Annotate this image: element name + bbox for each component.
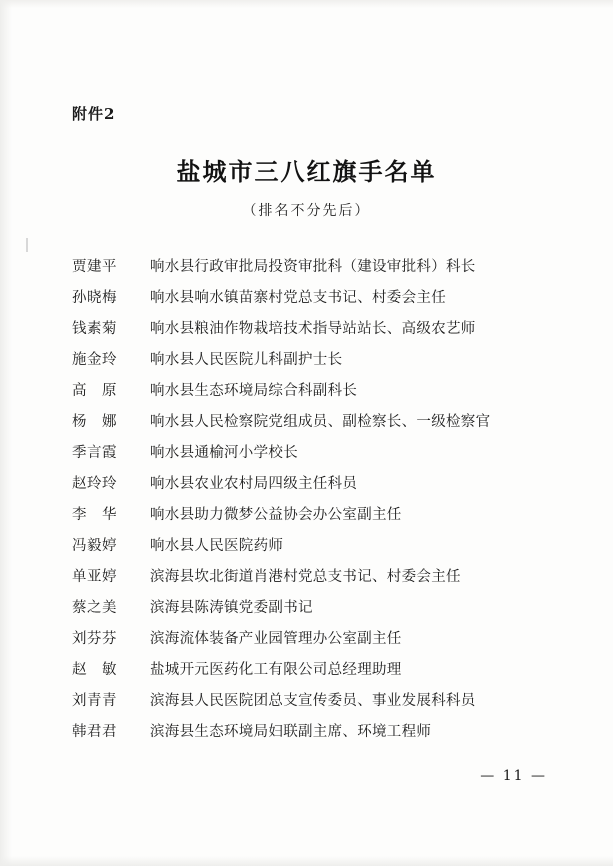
honoree-name: 冯毅婷 (72, 538, 117, 554)
list-item (72, 379, 550, 410)
honoree-name: 单亚婷 (72, 569, 117, 585)
list-item (72, 472, 550, 503)
honoree-title: 滨海流体装备产业园管理办公室副主任 (150, 631, 402, 647)
honoree-name: 赵玲玲 (72, 476, 117, 492)
list-item (72, 286, 550, 317)
honoree-title: 盐城开元医药化工有限公司总经理助理 (150, 662, 402, 678)
honoree-title: 响水县行政审批局投资审批科（建设审批科）科长 (150, 259, 476, 275)
honoree-title: 响水县通榆河小学校长 (150, 445, 298, 461)
page-edge-shade-bottom (0, 856, 613, 866)
list-item (72, 596, 550, 627)
honoree-name: 蔡之美 (72, 600, 117, 616)
honoree-name: 李 华 (72, 507, 117, 523)
list-item (72, 503, 550, 534)
honoree-name: 施金玲 (72, 352, 117, 368)
page-number: — 11 — (480, 768, 547, 784)
honoree-name: 贾建平 (72, 259, 117, 275)
margin-mark (26, 238, 28, 252)
honoree-title: 响水县助力微梦公益协会办公室副主任 (150, 507, 402, 523)
honoree-title: 响水县响水镇苗寨村党总支书记、村委会主任 (150, 290, 446, 306)
honoree-title: 响水县生态环境局综合科副科长 (150, 383, 358, 399)
honoree-title: 响水县人民医院儿科副护士长 (150, 352, 343, 368)
list-item (72, 565, 550, 596)
list-item (72, 689, 550, 720)
list-item (72, 255, 550, 286)
page-edge-shade-left (0, 0, 12, 866)
honoree-list (72, 255, 550, 751)
honoree-title: 响水县农业农村局四级主任科员 (150, 476, 358, 492)
honoree-title: 滨海县生态环境局妇联副主席、环境工程师 (150, 724, 432, 740)
list-item (72, 348, 550, 379)
honoree-name: 季言霞 (72, 445, 117, 461)
honoree-title: 滨海县人民医院团总支宣传委员、事业发展科科员 (150, 693, 476, 709)
honoree-name: 刘芬芬 (72, 631, 117, 647)
honoree-name: 韩君君 (72, 724, 117, 740)
page-subtitle: （排名不分先后） (242, 203, 371, 219)
honoree-title: 滨海县陈涛镇党委副书记 (150, 600, 313, 616)
honoree-title: 响水县人民检察院党组成员、副检察长、一级检察官 (150, 414, 491, 430)
list-item (72, 627, 550, 658)
honoree-name: 刘青青 (72, 693, 117, 709)
honoree-name: 高 原 (72, 383, 117, 399)
honoree-name: 杨 娜 (72, 414, 117, 430)
list-item (72, 720, 550, 751)
page-edge-shade-top (0, 0, 613, 8)
list-item (72, 534, 550, 565)
honoree-name: 赵 敏 (72, 662, 117, 678)
honoree-title: 响水县粮油作物栽培技术指导站站长、高级农艺师 (150, 321, 476, 337)
honoree-title: 响水县人民医院药师 (150, 538, 284, 554)
honoree-name: 钱素菊 (72, 321, 117, 337)
list-item (72, 317, 550, 348)
attachment-label: 附件2 (72, 105, 116, 123)
list-item (72, 658, 550, 689)
list-item (72, 410, 550, 441)
page-title: 盐城市三八红旗手名单 (176, 157, 437, 186)
honoree-name: 孙晓梅 (72, 290, 117, 306)
list-item (72, 441, 550, 472)
honoree-title: 滨海县坎北街道肖港村党总支书记、村委会主任 (150, 569, 461, 585)
